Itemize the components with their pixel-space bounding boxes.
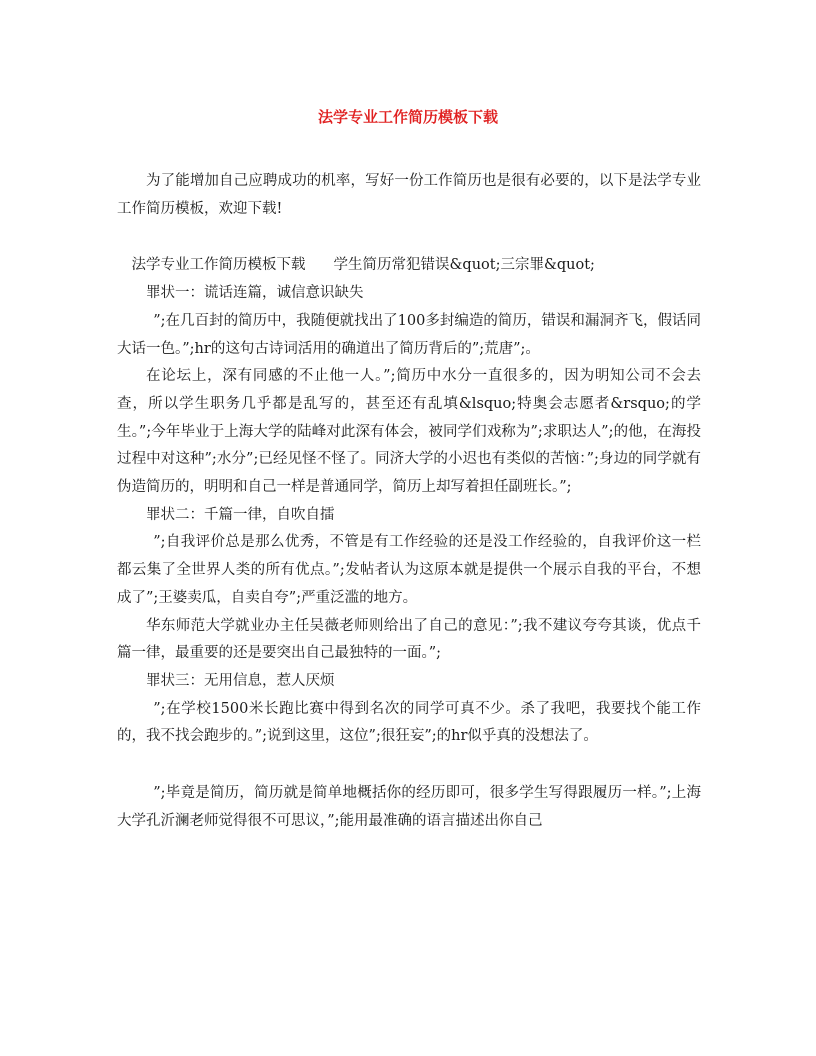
intro-paragraph: 为了能增加自己应聘成功的机率，写好一份工作简历也是很有必要的，以下是法学专业工作简历模板，欢迎下载! [117,173,701,217]
paragraph-5: ”;在学校1500米长跑比赛中得到名次的同学可真不少。杀了我吧，我要找个能工作的，我不找会跑步的。”;说到这里，这位”;很狂妄”;的hr似乎真的没想法了。 [117,700,701,745]
subheading-right: 学生简历常犯错误&quot;三宗罪&quot; [333,257,595,274]
document-body [117,168,701,835]
subheading-left: 法学专业工作简历模板下载 [131,257,306,274]
document-title: 法学专业工作简历模板下载 [317,108,498,126]
paragraph-4: 华东师范大学就业办主任吴薇老师则给出了自己的意见：”;我不建议夸夸其谈，优点千篇一律，最重要的还是要突出自己最独特的一面。”; [117,617,701,662]
subheading-line [117,252,701,280]
paragraph-1: ”;在几百封的简历中，我随便就找出了100多封编造的简历，错误和漏洞齐飞，假话同大话一色。”;hr的这句古诗词活用的确道出了简历背后的”;荒唐”;。 [117,312,701,357]
section-heading-1: 罪状一：谎话连篇，诚信意识缺失 [146,285,364,302]
paragraph-3: ”;自我评价总是那么优秀，不管是有工作经验的还是没工作经验的，自我评价这一栏都云集了全世界人类的所有优点。”;发帖者认为这原本就是提供一个展示自我的平台，不想成了”;王婆卖瓜，自卖自夸”;严重泛滥的地方。 [117,534,701,606]
section-heading-3: 罪状三：无用信息，惹人厌烦 [146,672,335,689]
paragraph-2: 在论坛上，深有同感的不止他一人。”;简历中水分一直很多的，因为明知公司不会去查，所以学生职务几乎都是乱写的，甚至还有乱填&lsquo;特奥会志愿者&rsquo;的学生。”;今年毕业于上海大学的陆峰对此深有体会，被同学们戏称为”;求职达人”;的他，在海投过程中对这种”;水分”;已经见怪不怪了。同济大学的小迟也有类似的苦恼：”;身边的同学就有伪造简历的，明明和自己一样是普通同学，简历上却写着担任副班长。”; [117,368,701,496]
section-heading-2: 罪状二：千篇一律，自吹自擂 [146,506,335,523]
paragraph-6: ”;毕竟是简历，简历就是简单地概括你的经历即可，很多学生写得跟履历一样。”;上海大学孔沂澜老师觉得很不可思议，”;能用最准确的语言描述出你自己 [117,785,701,829]
